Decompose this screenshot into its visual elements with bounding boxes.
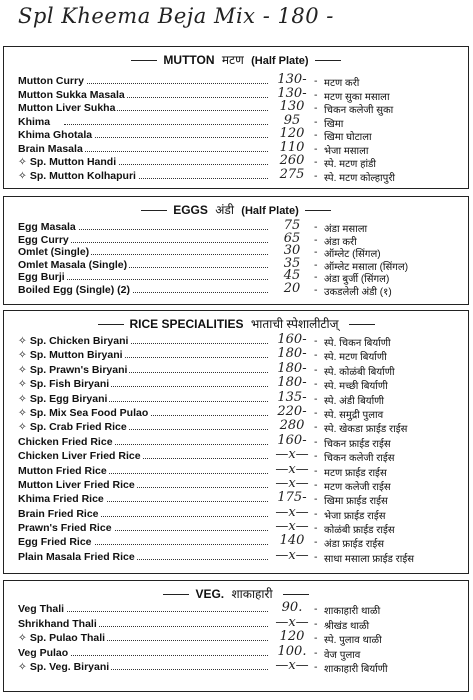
item-price: 280	[279, 418, 305, 434]
item-name	[18, 102, 117, 114]
item-name	[18, 221, 78, 233]
item-name-devanagari: स्पे. कोळंबी बिर्याणी	[324, 366, 395, 378]
menu-item-row	[4, 432, 468, 450]
menu-item-row	[4, 218, 468, 235]
dotted-leader	[64, 124, 268, 125]
item-name	[18, 378, 111, 390]
star-icon: ✧	[18, 349, 27, 362]
item-separator: -	[314, 142, 318, 155]
dotted-leader	[64, 137, 268, 138]
item-name	[18, 234, 71, 246]
item-name-text: Mutton Fried Rice	[18, 464, 107, 477]
section-title: MUTTON	[163, 53, 215, 67]
item-name-text: Sp. Pulao Thali	[29, 632, 106, 645]
item-name-devanagari: स्पे. मटण हांडी	[324, 159, 376, 170]
menu-item-row	[4, 629, 468, 647]
item-name-devanagari: वेज पुलाव	[324, 649, 361, 661]
item-separator: -	[314, 550, 318, 563]
item-name-devanagari: भेजा मसाला	[324, 145, 369, 157]
menu-item-row	[4, 268, 468, 285]
menu-item-row	[4, 658, 468, 676]
item-list	[4, 600, 468, 676]
item-name-devanagari: स्पे. पुलाव थाळी	[324, 635, 382, 647]
item-name	[18, 508, 101, 520]
item-name	[18, 450, 143, 462]
item-separator: -	[314, 349, 318, 362]
item-price: 75	[283, 218, 301, 233]
dotted-leader	[64, 544, 268, 545]
item-name	[18, 349, 125, 361]
item-name-text: Khima Fried Rice	[18, 493, 104, 506]
dotted-leader	[64, 83, 268, 84]
item-price: 180-	[277, 346, 307, 362]
item-name-devanagari: श्रीखंड थाळी	[324, 620, 370, 632]
menu-item-row	[4, 403, 468, 421]
item-name	[18, 89, 127, 101]
star-icon: ✧	[18, 378, 27, 391]
star-icon: ✧	[18, 169, 27, 182]
item-separator: -	[314, 335, 318, 347]
item-name-devanagari: अंडा फ्राईड राईस	[324, 539, 385, 551]
item-name-text: Omlet (Single)	[18, 246, 90, 258]
section-title-dev: अंडी	[215, 203, 234, 217]
section-title-dev: शाकाहारी	[231, 587, 273, 601]
item-name	[18, 436, 115, 448]
item-name-devanagari: ऑम्लेट (सिंगल)	[324, 249, 381, 260]
item-name	[18, 522, 114, 534]
dotted-leader	[64, 254, 268, 255]
star-icon: ✧	[18, 363, 27, 376]
item-name-devanagari: उकडलेली अंडी (१)	[324, 286, 392, 298]
item-separator: -	[314, 450, 318, 463]
item-name-devanagari: खिमा	[324, 118, 344, 130]
item-name	[18, 618, 99, 630]
item-price: —x—	[275, 475, 309, 491]
item-name	[18, 335, 130, 347]
item-price: 100.	[277, 643, 307, 659]
item-name-devanagari: चिकन कलेजी राईस	[324, 453, 395, 465]
dotted-leader	[64, 279, 268, 280]
menu-item-row	[4, 490, 468, 508]
item-name	[18, 421, 129, 433]
item-name-text: Sp. Veg. Biryani	[29, 661, 110, 674]
item-name	[18, 143, 85, 155]
menu-item-row	[4, 112, 468, 130]
item-name-text: Mutton Liver Fried Rice	[18, 478, 135, 491]
item-separator: -	[314, 246, 318, 258]
menu-item-row	[4, 126, 468, 143]
item-separator: -	[314, 169, 318, 182]
menu-item-row	[4, 166, 468, 184]
item-name	[18, 129, 94, 141]
item-separator: -	[314, 522, 318, 535]
item-separator: -	[314, 464, 318, 477]
item-name-text: Shrikhand Thali	[18, 617, 97, 630]
item-name	[18, 661, 111, 673]
item-name-devanagari: चिकन कलेजी सुका	[324, 105, 394, 116]
item-separator: -	[314, 102, 318, 114]
item-price: 160-	[277, 332, 307, 347]
item-name-devanagari: स्पे. खेकडा फ्राईड राईस	[324, 424, 408, 436]
item-separator: -	[314, 233, 318, 246]
menu-item-row	[4, 519, 468, 537]
item-name	[18, 364, 129, 376]
menu-item-row	[4, 504, 468, 522]
menu-item-row	[4, 280, 468, 298]
item-name-devanagari: कोळंबी फ्राईड राईस	[324, 525, 395, 537]
item-name-devanagari: अंडा करी	[324, 236, 357, 248]
item-name	[18, 271, 67, 283]
menu-item-row	[4, 418, 468, 436]
item-separator: -	[314, 88, 318, 101]
item-name-text: Mutton Sukka Masala	[18, 88, 125, 101]
item-price: —x—	[275, 658, 309, 674]
item-name-devanagari: स्पे. चिकन बिर्याणी	[324, 338, 391, 349]
menu-item-row	[4, 332, 468, 349]
star-icon: ✧	[18, 632, 27, 645]
item-separator: -	[314, 661, 318, 674]
item-name-text: Mutton Liver Sukha	[18, 102, 116, 114]
item-name-text: Sp. Egg Biryani	[29, 392, 108, 405]
item-price: —x—	[275, 504, 309, 520]
item-name	[18, 479, 137, 491]
dotted-leader	[64, 151, 268, 152]
section-title-dev: मटण	[221, 53, 244, 67]
item-name-devanagari: भेजा फ्राईड राईस	[324, 510, 386, 522]
menu-item-row	[4, 614, 468, 633]
item-name-text: Sp. Chicken Biryani	[29, 335, 129, 347]
item-separator: -	[314, 129, 318, 141]
item-name-devanagari: खिमा फ्राईड राईस	[324, 496, 388, 508]
item-name-text: Chicken Liver Fried Rice	[18, 450, 141, 463]
section-veg	[3, 580, 469, 692]
item-price: 160-	[277, 432, 307, 448]
item-name-text: Sp. Prawn's Biryani	[29, 363, 128, 376]
menu-item-row	[4, 447, 468, 465]
menu-item-row	[4, 375, 468, 393]
item-name-text: Mutton Curry	[18, 75, 84, 87]
item-name-devanagari: मटण करी	[324, 78, 360, 89]
item-separator: -	[314, 493, 318, 506]
menu-item-row	[4, 255, 468, 273]
item-name-text: Egg Fried Rice	[18, 536, 92, 549]
item-price: 45	[283, 268, 301, 283]
item-name-devanagari: शाकाहारी थाळी	[324, 606, 381, 617]
item-price: 220-	[277, 403, 307, 419]
menu-item-row	[4, 360, 468, 378]
item-name	[18, 393, 109, 405]
menu-item-row	[4, 72, 468, 89]
item-name-devanagari: अंडा मसाला	[324, 224, 368, 235]
menu-item-row	[4, 99, 468, 116]
dotted-leader	[64, 655, 268, 656]
item-name-text: Sp. Mutton Kolhapuri	[29, 169, 136, 182]
item-separator: -	[314, 283, 318, 296]
item-name-devanagari: स्पे. मटण कोल्हापुरी	[324, 172, 395, 184]
item-list	[4, 332, 468, 565]
section-title: RICE SPECIALITIES	[129, 317, 244, 331]
dotted-leader	[64, 242, 268, 243]
item-separator: -	[314, 392, 318, 405]
menu-item-row	[4, 600, 468, 618]
item-name-text: Khima	[18, 115, 51, 128]
item-name-devanagari: साधा मसाला फ्राईड राईस	[324, 553, 415, 565]
menu-item-row	[4, 389, 468, 407]
star-icon: ✧	[18, 156, 27, 168]
item-price: 20	[283, 280, 301, 296]
item-name-text: Egg Curry	[18, 233, 69, 246]
item-price: 95	[283, 112, 301, 128]
item-name-text: Khima Ghotala	[18, 129, 93, 141]
item-name	[18, 284, 132, 296]
item-name-text: Egg Masala	[18, 221, 76, 233]
menu-item-row	[4, 475, 468, 493]
page-header: Spl Kheema Beja Mix - 180 -	[18, 4, 334, 28]
item-price: 130	[279, 99, 305, 114]
menu-item-row	[4, 230, 468, 248]
item-price: 120	[279, 126, 305, 141]
item-name-devanagari: खिमा घोटाला	[324, 132, 372, 143]
item-price: —x—	[275, 547, 309, 563]
section-heading	[4, 315, 468, 332]
item-list	[4, 218, 468, 298]
item-name-text: Egg Burji	[18, 271, 65, 283]
item-name	[18, 246, 91, 258]
star-icon: ✧	[18, 392, 27, 405]
item-name-text: Brain Masala	[18, 142, 83, 155]
item-separator: -	[314, 406, 318, 419]
section-heading	[4, 585, 468, 602]
dotted-leader	[64, 229, 268, 230]
item-name	[18, 116, 52, 128]
menu-item-row	[4, 643, 468, 662]
item-name-text: Sp. Mutton Handi	[29, 156, 117, 168]
item-name	[18, 465, 109, 477]
item-price: —x—	[275, 461, 309, 477]
item-name-text: Prawn's Fried Rice	[18, 522, 112, 535]
item-name	[18, 647, 70, 659]
menu-item-row	[4, 346, 468, 364]
item-name	[18, 407, 150, 419]
menu-item-row	[4, 461, 468, 479]
item-name-devanagari: मटण कलेजी राईस	[324, 481, 391, 493]
item-name-text: Plain Masala Fried Rice	[18, 550, 135, 563]
item-price: 260	[279, 153, 305, 168]
item-name-devanagari: चिकन फ्राईड राईस	[324, 438, 391, 450]
item-separator: -	[314, 507, 318, 520]
item-price: 30	[283, 243, 301, 258]
item-price: 130-	[277, 72, 307, 87]
item-price: 120	[279, 629, 305, 645]
item-separator: -	[314, 632, 318, 645]
section-eggs	[3, 196, 469, 305]
item-separator: -	[314, 258, 318, 271]
item-name-text: Brain Fried Rice	[18, 507, 99, 520]
item-price: 140	[279, 533, 305, 549]
item-name	[18, 603, 66, 615]
item-separator: -	[314, 646, 318, 659]
item-name-text: Boiled Egg (Single) (2)	[18, 283, 130, 296]
star-icon: ✧	[18, 335, 27, 347]
item-name	[18, 170, 138, 182]
item-separator: -	[314, 421, 318, 434]
section-title: VEG.	[195, 587, 225, 601]
item-name-devanagari: स्पे. मटण बिर्याणी	[324, 352, 387, 364]
star-icon: ✧	[18, 421, 27, 434]
item-name	[18, 259, 129, 271]
item-name-devanagari: शाकाहारी बिर्याणी	[324, 664, 388, 676]
menu-item-row	[4, 243, 468, 260]
dotted-leader	[64, 611, 268, 612]
item-price: 135-	[277, 389, 307, 405]
menu-item-row	[4, 139, 468, 157]
item-price: 180-	[277, 375, 307, 391]
item-separator: -	[314, 75, 318, 87]
item-price: 65	[283, 230, 301, 246]
item-separator: -	[314, 536, 318, 549]
item-name-text: Sp. Mix Sea Food Pulao	[29, 406, 149, 419]
item-price: 175-	[277, 490, 307, 506]
item-name-devanagari: स्पे. अंडी बिर्याणी	[324, 395, 384, 407]
section-heading	[4, 51, 468, 68]
item-name-devanagari: अंडा बुर्जी (सिंगल)	[324, 274, 390, 285]
menu-item-row	[4, 547, 468, 565]
item-price: —x—	[275, 614, 309, 630]
item-name-devanagari: मटण सुका मसाला	[324, 91, 390, 103]
item-name	[18, 632, 107, 644]
item-name-text: Sp. Crab Fried Rice	[29, 421, 127, 434]
section-mutton	[3, 46, 469, 189]
item-name-devanagari: ऑम्लेट मसाला (सिंगल)	[324, 261, 409, 273]
menu-item-row	[4, 533, 468, 551]
item-price: 180-	[277, 360, 307, 376]
item-separator: -	[314, 378, 318, 391]
item-price: —x—	[275, 519, 309, 535]
item-list	[4, 72, 468, 184]
item-name-devanagari: मटण फ्राईड राईस	[324, 467, 387, 479]
item-name-text: Omlet Masala (Single)	[18, 258, 128, 271]
item-name-text: Sp. Fish Biryani	[29, 378, 110, 391]
item-name-devanagari: स्पे. समुद्री पुलाव	[324, 409, 384, 421]
item-price: —x—	[275, 447, 309, 463]
item-name-text: Sp. Mutton Biryani	[29, 349, 123, 362]
item-price: 130-	[277, 85, 307, 101]
item-separator: -	[314, 478, 318, 491]
menu-item-row	[4, 153, 468, 170]
section-subtitle: (Half Plate)	[241, 205, 299, 217]
item-name	[18, 551, 137, 563]
item-name	[18, 75, 86, 87]
item-separator: -	[314, 221, 318, 233]
item-price: 275	[279, 166, 305, 182]
item-separator: -	[314, 603, 318, 615]
item-name-text: Veg Thali	[18, 603, 65, 615]
item-separator: -	[314, 435, 318, 448]
item-price: 35	[283, 255, 301, 271]
menu-item-row	[4, 85, 468, 103]
item-name-text: Veg Pulao	[18, 646, 69, 659]
item-separator: -	[314, 617, 318, 630]
item-name	[18, 156, 118, 168]
section-rice	[3, 310, 469, 574]
item-name	[18, 536, 94, 548]
item-separator: -	[314, 271, 318, 283]
item-separator: -	[314, 115, 318, 128]
item-name-devanagari: स्पे. मच्छी बिर्याणी	[324, 381, 388, 393]
item-separator: -	[314, 156, 318, 168]
item-name-text: Chicken Fried Rice	[18, 435, 113, 448]
star-icon: ✧	[18, 406, 27, 419]
section-heading	[4, 201, 468, 218]
item-separator: -	[314, 363, 318, 376]
item-price: 90.	[281, 600, 303, 615]
section-title: EGGS	[173, 203, 208, 217]
section-title-dev: भाताची स्पेशालीटीज्	[250, 317, 339, 331]
star-icon: ✧	[18, 661, 27, 674]
section-subtitle: (Half Plate)	[251, 55, 309, 67]
item-price: 110	[279, 139, 305, 155]
item-name	[18, 493, 106, 505]
